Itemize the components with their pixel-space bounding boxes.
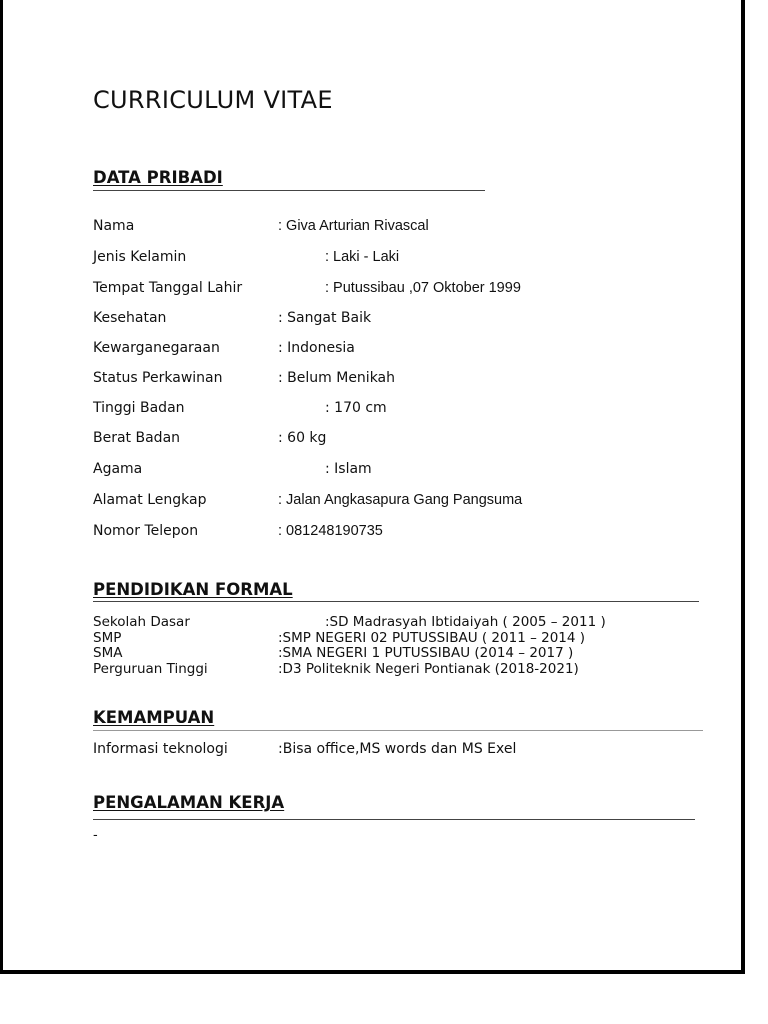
field-value: :SD Madrasyah Ibtidaiyah ( 2005 – 2011 ) <box>325 614 606 630</box>
field-label: SMP <box>93 630 122 646</box>
field-label: Jenis Kelamin <box>93 249 187 265</box>
field-label: Tempat Tanggal Lahir <box>93 280 243 296</box>
section-heading-education: PENDIDIKAN FORMAL <box>93 580 293 599</box>
section-heading-skills: KEMAMPUAN <box>93 708 215 727</box>
field-value: : Indonesia <box>278 340 355 356</box>
document-title: CURRICULUM VITAE <box>93 86 333 114</box>
field-value: : Belum Menikah <box>278 370 396 386</box>
field-value: :D3 Politeknik Negeri Pontianak (2018-2021) <box>278 661 579 677</box>
field-value: :Bisa office,MS words dan MS Exel <box>278 741 517 757</box>
field-value: :SMP NEGERI 02 PUTUSSIBAU ( 2011 – 2014 ) <box>278 630 586 646</box>
page-border-left <box>0 0 3 974</box>
field-label: Nama <box>93 218 135 234</box>
section-rule-personal <box>93 190 485 191</box>
field-label: Perguruan Tinggi <box>93 661 208 677</box>
field-label: Informasi teknologi <box>93 741 228 757</box>
field-label: Agama <box>93 461 143 477</box>
field-label: Kesehatan <box>93 310 167 326</box>
field-value: :SMA NEGERI 1 PUTUSSIBAU (2014 – 2017 ) <box>278 645 574 661</box>
field-label: Berat Badan <box>93 430 181 446</box>
field-label: Status Perkawinan <box>93 370 223 386</box>
field-label: Sekolah Dasar <box>93 614 190 630</box>
field-value: : Putussibau ,07 Oktober 1999 <box>325 280 521 296</box>
field-value: : Jalan Angkasapura Gang Pangsuma <box>278 492 523 508</box>
section-heading-experience: PENGALAMAN KERJA <box>93 793 285 812</box>
section-rule-education <box>93 601 699 602</box>
section-rule-skills <box>93 730 703 731</box>
field-label: Alamat Lengkap <box>93 492 207 508</box>
field-label: SMA <box>93 645 123 661</box>
experience-content: - <box>93 828 98 843</box>
field-value: : 081248190735 <box>278 523 383 539</box>
section-heading-personal: DATA PRIBADI <box>93 168 223 187</box>
field-value: : Sangat Baik <box>278 310 372 326</box>
field-label: Tinggi Badan <box>93 400 185 416</box>
field-value: : 60 kg <box>278 430 327 446</box>
field-label: Kewarganegaraan <box>93 340 220 356</box>
section-rule-experience <box>93 819 695 820</box>
field-value: : Laki - Laki <box>325 249 400 265</box>
page-border-right <box>741 0 745 974</box>
field-value: : 170 cm <box>325 400 387 416</box>
field-value: : Giva Arturian Rivascal <box>278 218 429 234</box>
page-border-bottom <box>0 970 745 974</box>
field-value: : Islam <box>325 461 372 477</box>
field-label: Nomor Telepon <box>93 523 199 539</box>
